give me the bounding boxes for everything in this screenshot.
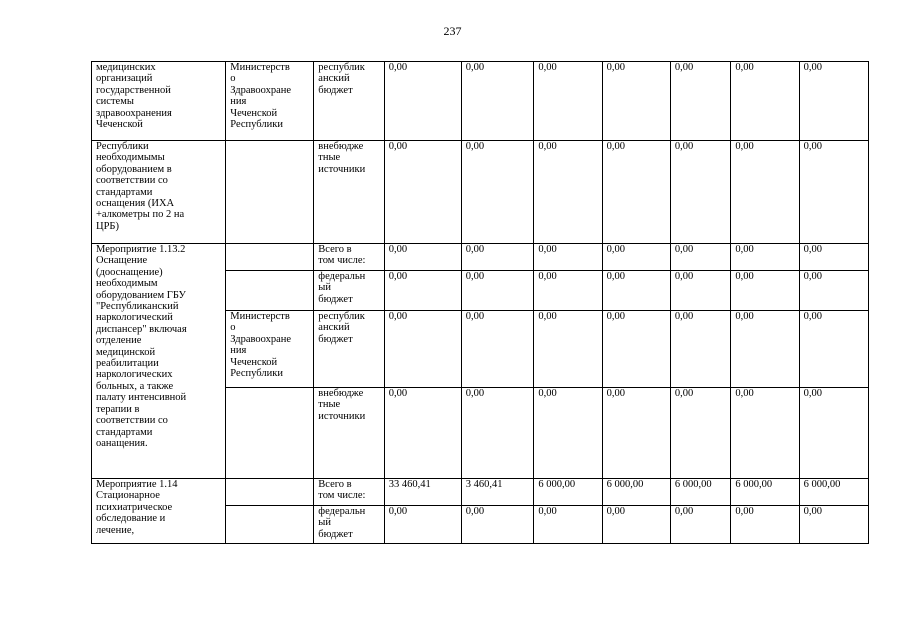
value-cell: 0,00: [534, 388, 602, 479]
funding-source-cell: Всего в том числе:: [314, 244, 384, 271]
funding-source-cell: республик анский бюджет: [314, 311, 384, 388]
value-cell: 0,00: [670, 271, 731, 311]
value-cell: 0,00: [799, 388, 868, 479]
value-cell: 0,00: [799, 244, 868, 271]
activity-cell: Республики необходимымы оборудованием в соответствии со стандартами оснащения (ИХА +алкометры по 2 на ЦРБ): [92, 141, 226, 244]
activity-cell: Мероприятие 1.13.2 Оснащение (дооснащение) необходимым оборудованием ГБУ "Республиканский наркологический диспансер" включая отделение медицинской реабилитации наркологических больных, а также палату интенсивной терапии в соответствии со стандартами оанащения.: [92, 244, 226, 479]
value-cell: 0,00: [670, 388, 731, 479]
value-cell: 0,00: [731, 244, 799, 271]
value-cell: 0,00: [384, 506, 461, 544]
executor-cell: [226, 388, 314, 479]
executor-cell: [226, 479, 314, 506]
table-row: [92, 62, 869, 141]
value-cell: 0,00: [384, 141, 461, 244]
value-cell: 0,00: [670, 506, 731, 544]
value-cell: 0,00: [602, 271, 670, 311]
budget-table: [91, 61, 869, 544]
value-cell: 0,00: [384, 311, 461, 388]
value-cell: 0,00: [534, 311, 602, 388]
value-cell: 0,00: [602, 141, 670, 244]
value-cell: 0,00: [461, 271, 534, 311]
value-cell: 6 000,00: [670, 479, 731, 506]
value-cell: 0,00: [799, 141, 868, 244]
funding-source-cell: федеральн ый бюджет: [314, 506, 384, 544]
table-row: [92, 244, 869, 271]
value-cell: 0,00: [731, 388, 799, 479]
value-cell: 0,00: [799, 506, 868, 544]
value-cell: 6 000,00: [602, 479, 670, 506]
value-cell: 0,00: [461, 311, 534, 388]
executor-cell: [226, 271, 314, 311]
value-cell: 0,00: [731, 506, 799, 544]
value-cell: 6 000,00: [731, 479, 799, 506]
funding-source-cell: внебюдже тные источники: [314, 388, 384, 479]
value-cell: 0,00: [384, 244, 461, 271]
executor-cell: [226, 141, 314, 244]
value-cell: 0,00: [534, 506, 602, 544]
funding-source-cell: внебюдже тные источники: [314, 141, 384, 244]
value-cell: 0,00: [670, 62, 731, 141]
value-cell: 0,00: [602, 311, 670, 388]
value-cell: 3 460,41: [461, 479, 534, 506]
table-row: [92, 479, 869, 506]
table-row: [92, 141, 869, 244]
value-cell: 0,00: [534, 62, 602, 141]
value-cell: 0,00: [602, 244, 670, 271]
value-cell: 0,00: [670, 311, 731, 388]
value-cell: 0,00: [461, 506, 534, 544]
value-cell: 0,00: [384, 388, 461, 479]
value-cell: 0,00: [731, 62, 799, 141]
value-cell: 0,00: [384, 271, 461, 311]
value-cell: 0,00: [799, 271, 868, 311]
executor-cell: Министерств о Здравоохране ния Чеченской Республики: [226, 62, 314, 141]
value-cell: 0,00: [731, 271, 799, 311]
value-cell: 6 000,00: [534, 479, 602, 506]
activity-cell: медицинских организаций государственной системы здравоохранения Чеченской: [92, 62, 226, 141]
value-cell: 0,00: [461, 141, 534, 244]
executor-cell: [226, 506, 314, 544]
activity-cell: Мероприятие 1.14 Стационарное психиатрическое обследование и лечение,: [92, 479, 226, 544]
value-cell: 0,00: [534, 244, 602, 271]
value-cell: 0,00: [602, 388, 670, 479]
value-cell: 0,00: [799, 62, 868, 141]
value-cell: 6 000,00: [799, 479, 868, 506]
value-cell: 0,00: [670, 141, 731, 244]
executor-cell: [226, 244, 314, 271]
value-cell: 0,00: [799, 311, 868, 388]
value-cell: 0,00: [384, 62, 461, 141]
executor-cell: Министерств о Здравоохране ния Чеченской Республики: [226, 311, 314, 388]
value-cell: 0,00: [461, 388, 534, 479]
value-cell: 0,00: [731, 311, 799, 388]
value-cell: 0,00: [534, 141, 602, 244]
value-cell: 0,00: [731, 141, 799, 244]
value-cell: 0,00: [534, 271, 602, 311]
value-cell: 33 460,41: [384, 479, 461, 506]
page-number: 237: [443, 24, 462, 38]
funding-source-cell: республик анский бюджет: [314, 62, 384, 141]
value-cell: 0,00: [461, 244, 534, 271]
value-cell: 0,00: [670, 244, 731, 271]
funding-source-cell: федеральн ый бюджет: [314, 271, 384, 311]
funding-source-cell: Всего в том числе:: [314, 479, 384, 506]
value-cell: 0,00: [602, 62, 670, 141]
value-cell: 0,00: [461, 62, 534, 141]
value-cell: 0,00: [602, 506, 670, 544]
